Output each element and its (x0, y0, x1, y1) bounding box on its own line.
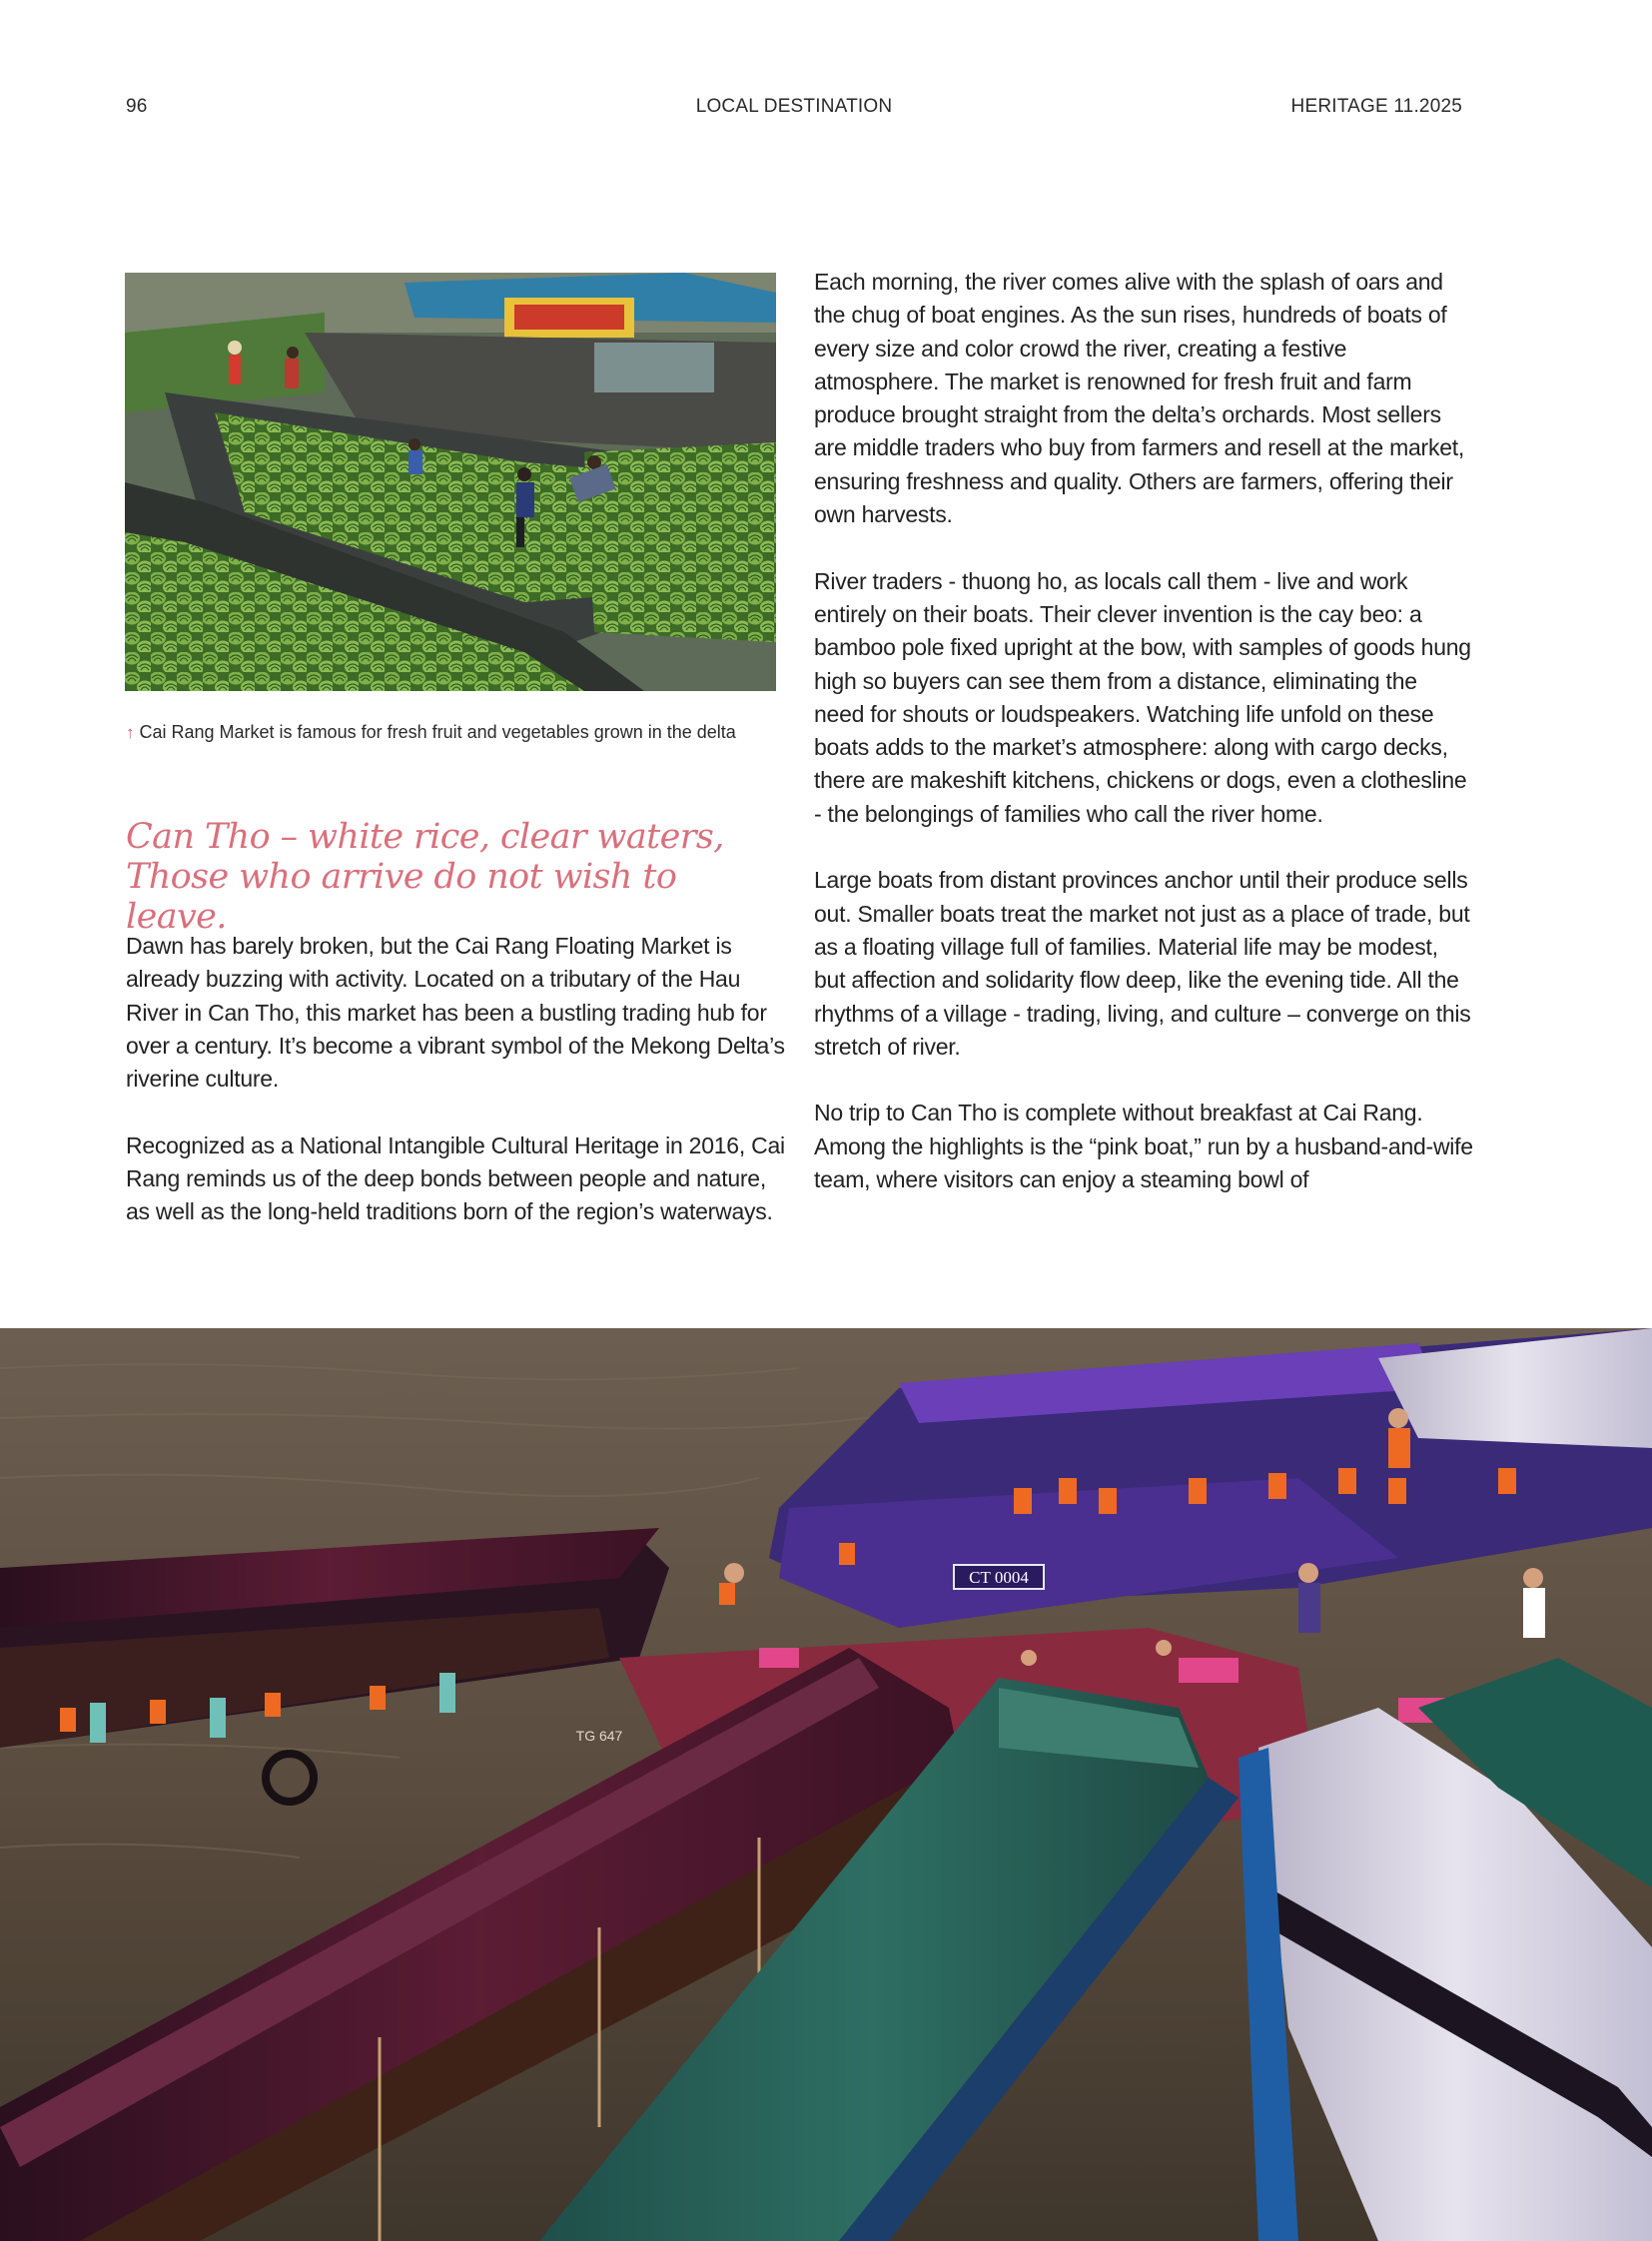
section-title: LOCAL DESTINATION (695, 96, 893, 117)
page-number: 96 (126, 96, 148, 117)
watermelon-boats-photo (125, 273, 776, 691)
photo-caption (126, 722, 785, 743)
tourist-boats-photo (0, 1328, 1652, 2241)
paragraph: Dawn has barely broken, but the Cai Rang Floating Market is already buzzing with activity. Located on a tributary of the Hau River in Can Tho, this market has been a bustling trading hub for over a century. It’s become a vibrant symbol of the Mekong Delta’s riverine culture. (126, 933, 785, 1093)
caption-text: Cai Rang Market is famous for fresh fruit and vegetables grown in the delta (139, 722, 736, 742)
paragraph: Each morning, the river comes alive with the splash of oars and the chug of boat engines. As the sun rises, hundreds of boats of every size and color crowd the river, creating a festive atmosphere. The market is renowned for fresh fruit and farm produce brought straight from the delta’s orchards. Most sellers are middle traders who buy from farmers and resell at the market, ensuring freshness and quality. Others are farmers, offering their own harvests. (814, 269, 1465, 528)
pull-quote (126, 817, 785, 937)
arrow-up-icon: ↑ (126, 723, 135, 742)
paragraph: No trip to Can Tho is complete without breakfast at Cai Rang. Among the highlights is the “pink boat,” run by a husband-and-wife team, where visitors can enjoy a steaming bowl of (814, 1100, 1473, 1193)
paragraph: River traders - thuong ho, as locals call them - live and work entirely on their boats. Their clever invention is the cay beo: a bamboo pole fixed upright at the bow, with samples of goods hung high so buyers can see them from a distance, eliminating the need for shouts or loudspeakers. Watching life unfold on these boats adds to the market’s atmosphere: along with cargo decks, there are makeshift kitchens, chickens or dogs, even a clothesline - the belongings of families who call the river home. (814, 567, 1471, 827)
right-column (814, 266, 1473, 1230)
issue-label: HERITAGE 11.2025 (1290, 96, 1462, 117)
pull-quote-line-1: Can Tho – white rice, clear waters, (126, 817, 724, 857)
boat-number-text-2: TG 647 (575, 1728, 623, 1744)
paragraph: Large boats from distant provinces anchor until their produce sells out. Smaller boats treat the market not just as a place of trade, but as a floating village full of families. Material life may be modest, but affection and solidarity flow deep, like the evening tide. All the rhythms of a village - trading, living, and culture – converge on this stretch of river. (814, 867, 1471, 1060)
left-column (126, 930, 785, 1262)
paragraph: Recognized as a National Intangible Cultural Heritage in 2016, Cai Rang reminds us of the deep bonds between people and nature, as well as the long-held traditions born of the region’s waterways. (126, 1131, 785, 1225)
boat-number-text: CT 0004 (969, 1568, 1029, 1587)
pull-quote-line-2: Those who arrive do not wish to leave. (126, 857, 677, 937)
